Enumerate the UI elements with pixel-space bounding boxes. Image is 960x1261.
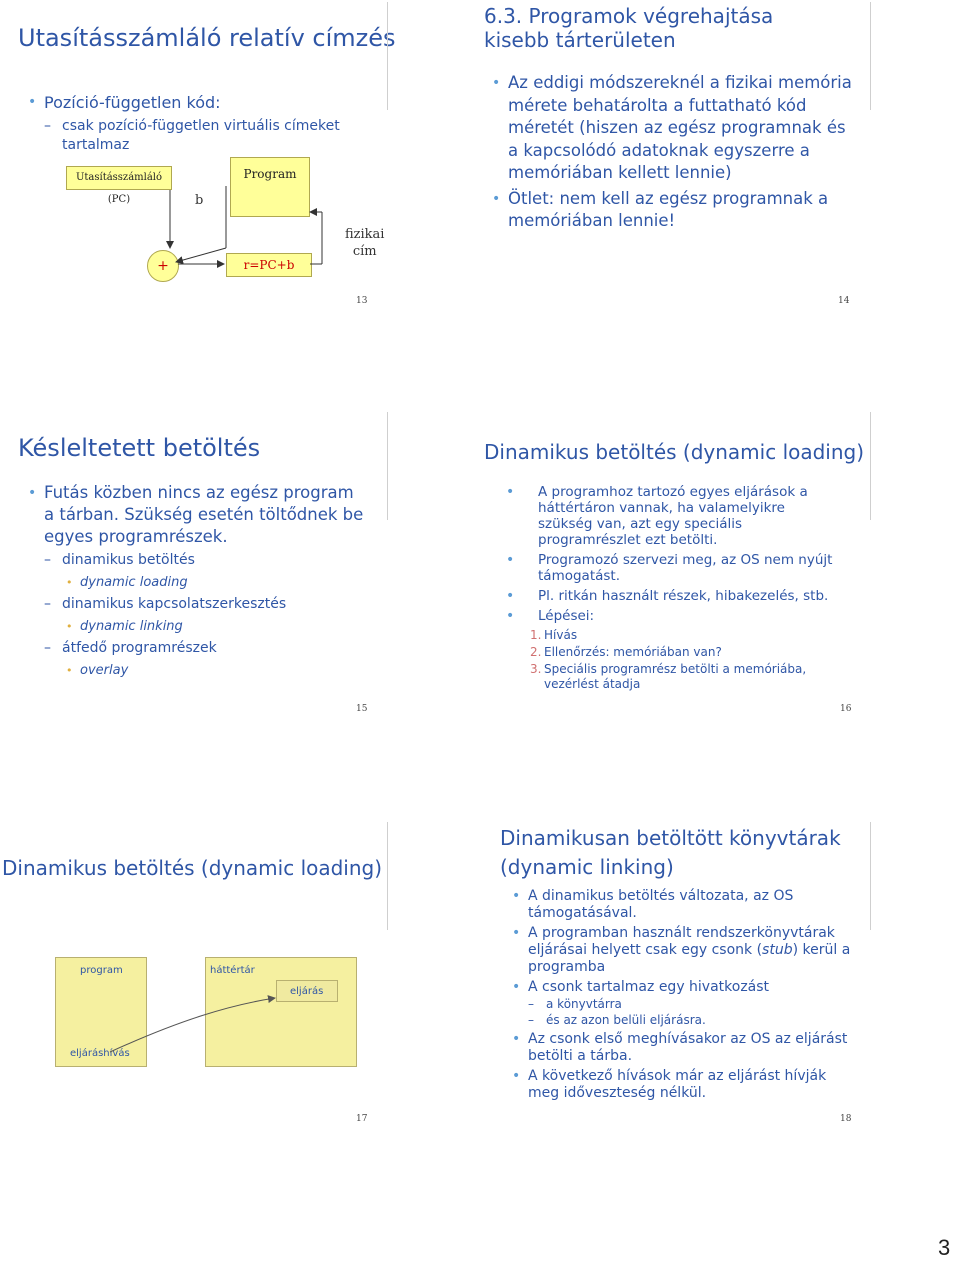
step-1-num: 1. (530, 628, 542, 642)
hattertar-label: háttértár (210, 965, 255, 976)
slide-14-divider (870, 2, 871, 110)
slide-13-sub: – csak pozíció-független virtuális címeket tartalmaz (20, 117, 360, 155)
slide-17-number: 17 (356, 1114, 368, 1124)
slide-15-item-1-sub: • dynamic loading (20, 573, 365, 592)
slide-16-divider (870, 412, 871, 520)
slide-18-bullet-2-stub: stub (762, 942, 793, 958)
slide-18-bullet-5: • A következő hívások már az eljárást hívják meg időveszteség nélkül. (504, 1068, 854, 1102)
slide-15-item-3-sub: • overlay (20, 661, 365, 680)
slide-15-body (20, 482, 365, 680)
b-label: b (195, 193, 204, 208)
slide-15-item-2: – dinamikus kapcsolatszerkesztés (20, 595, 365, 614)
plus-label: + (157, 258, 169, 274)
slide-16-body (498, 484, 838, 694)
slide-17-divider (387, 822, 388, 930)
slide-15-number: 15 (356, 704, 368, 714)
slide-15 (0, 410, 480, 820)
slide-17-arrow (0, 820, 480, 1120)
slide-15-item-3: – átfedő programrészek (20, 639, 365, 658)
slide-14-bullet-1: • Az eddigi módszereknél a fizikai memória mérete behatárolta a futtatható kód méretét (hiszen az egész programnak és a kapcsolódó adatoknak egyszerre a memóriában kellett lennie) (484, 72, 854, 185)
slide-18-divider (870, 822, 871, 930)
program-label: program (80, 965, 123, 976)
slide-17-title: Dinamikus betöltés (dynamic loading) (2, 856, 383, 880)
slide-16-title: Dinamikus betöltés (dynamic loading) (484, 440, 865, 464)
slide-15-title: Késleltetett betöltés (18, 434, 261, 462)
slide-18-bullet-2-post: ) kerül a programba (528, 942, 851, 975)
slide-18-bullet-2-pre: A programban használt rendszerkönyvtárak eljárásai helyett csak egy csonk ( (528, 925, 835, 958)
step-3-num: 3. (530, 662, 542, 676)
page-number: 3 (938, 1235, 951, 1260)
slide-18-title: Dinamikusan betöltött könyvtárak (dynamic linking) (500, 826, 841, 879)
slide-16 (480, 410, 960, 820)
slide-14-number: 14 (838, 296, 850, 306)
slide-18-bullet-4: • Az csonk első meghívásakor az OS az eljárást betölti a tárba. (504, 1031, 854, 1065)
step-1 (498, 628, 838, 643)
slide-14 (480, 0, 960, 410)
step-3-text: Speciális programrész betölti a memóriába, vezérlést átadja (544, 662, 807, 691)
slide-15-divider (387, 412, 388, 520)
slide-13-divider (387, 2, 388, 110)
slide-15-item-1: – dinamikus betöltés (20, 551, 365, 570)
fizikai-label: fizikai (345, 227, 385, 242)
slide-18-bullet-2 (504, 925, 854, 976)
slide-14-bullet-2: • Ötlet: nem kell az egész programnak a memóriában lennie! (484, 188, 854, 233)
slide-18-number: 18 (840, 1114, 852, 1124)
slide-18-body (504, 888, 854, 1102)
step-3 (498, 662, 838, 692)
slide-18-bullet-3: • A csonk tartalmaz egy hivatkozást (504, 979, 854, 996)
formula-label: r=PC+b (243, 258, 295, 272)
slide-18 (480, 820, 960, 1230)
slide-15-item-2-sub: • dynamic linking (20, 617, 365, 636)
slide-13-number: 13 (356, 296, 368, 306)
step-2 (498, 645, 838, 660)
slide-14-body (484, 72, 854, 233)
slide-13 (0, 0, 480, 410)
slide-13-bullet: • Pozíció-független kód: (20, 92, 360, 113)
program-label: Program (243, 167, 297, 181)
slide-13-title: Utasításszámláló relatív címzés (18, 24, 396, 52)
eljaras-label: eljárás (290, 986, 324, 997)
slide-18-sub-2: – és az azon belüli eljárásra. (504, 1012, 854, 1028)
slide-16-bullet-4: • Lépései: (498, 608, 838, 624)
slide-16-steps (498, 628, 838, 692)
slide-17 (0, 820, 480, 1230)
step-2-text: Ellenőrzés: memóriában van? (544, 645, 722, 659)
slide-16-bullet-1: • A programhoz tartozó egyes eljárások a háttértáron vannak, ha valamelyikre szükség van, azt egy speciális programrészlet ezt betölti. (498, 484, 838, 548)
slide-14-title: 6.3. Programok végrehajtása kisebb tárterületen (484, 4, 774, 52)
slide-16-bullet-3: • Pl. ritkán használt részek, hibakezelés, stb. (498, 588, 838, 604)
slide-15-bullet: • Futás közben nincs az egész program a tárban. Szükség esetén töltődnek be egyes programrészek. (20, 482, 365, 548)
cim-label: cím (352, 244, 377, 259)
slide-16-number: 16 (840, 704, 852, 714)
step-2-num: 2. (530, 645, 542, 659)
slide-16-bullet-2: • Programozó szervezi meg, az OS nem nyújt támogatást. (498, 552, 838, 584)
slide-18-bullet-1: • A dinamikus betöltés változata, az OS támogatásával. (504, 888, 854, 922)
eljarashivas-label: eljáráshívás (70, 1048, 130, 1059)
pc-label: Utasításszámláló (PC) (75, 172, 163, 205)
slide-13-arrows (0, 0, 480, 300)
step-1-text: Hívás (544, 628, 578, 642)
slide-18-sub-1: – a könyvtárra (504, 996, 854, 1012)
